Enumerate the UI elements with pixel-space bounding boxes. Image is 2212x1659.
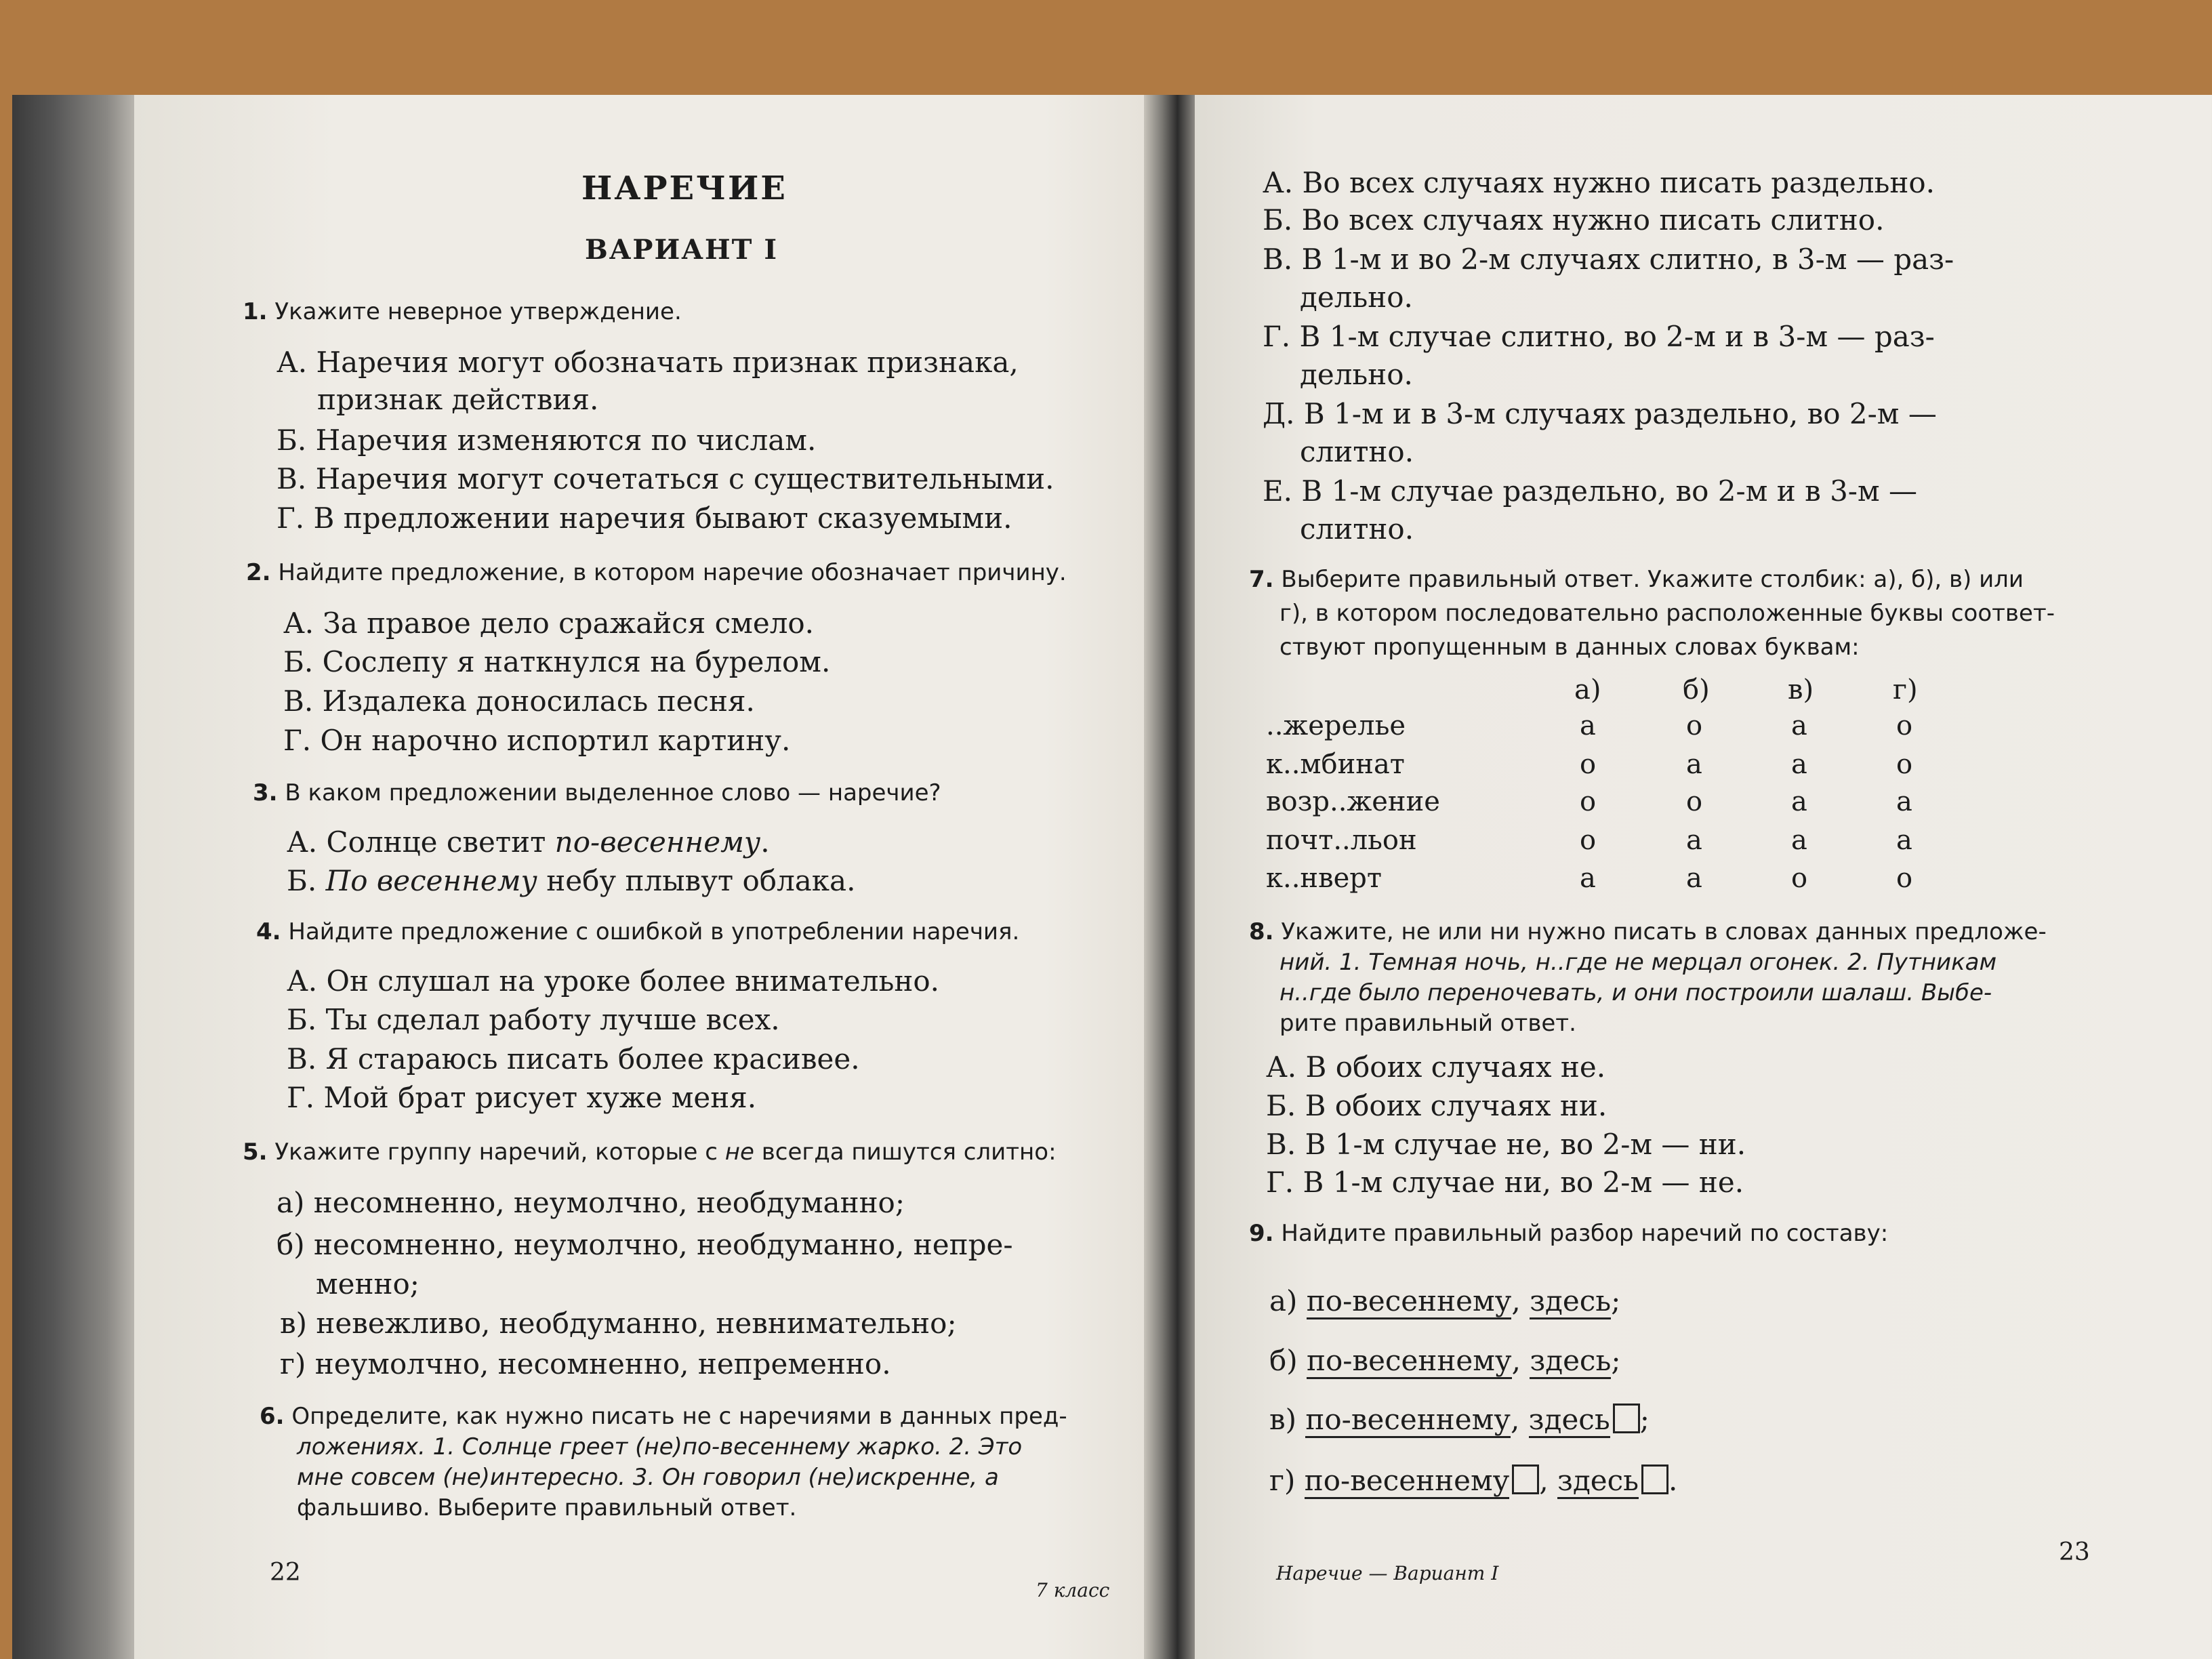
table-column-header: г) [1893,674,1918,705]
answer-option: Г. В предложении наречия бывают сказуемыми. [276,501,1012,535]
question-number: 3. [253,779,278,806]
morpheme-option-v: в) по-весеннему, здесь ; [1269,1403,1650,1436]
question-9 [1249,1220,1888,1247]
question-5 [243,1139,1057,1166]
answer-option: слитно. [1300,435,1414,468]
question-number: 8. [1249,918,1274,945]
option-label: г) [1269,1464,1296,1497]
answer-option: В. Издалека доносилась песня. [283,684,755,718]
option-text: А. Солнце светит [287,825,555,859]
answer-option-a [287,825,770,859]
answer-option: слитно. [1300,512,1414,546]
null-ending-box [1641,1465,1668,1494]
right-page [1195,95,2211,1659]
punctuation: ; [1611,1344,1621,1377]
table-cell: о [1896,749,1913,780]
table-cell: а [1791,786,1807,817]
table-cell: а [1791,710,1807,741]
question-text: рите правильный ответ. [1279,1010,1576,1037]
answer-option: Г. В 1-м случае ни, во 2-м — не. [1266,1166,1744,1199]
morpheme-option-g: г) по-весеннему , здесь . [1269,1464,1677,1497]
answer-option: Б. Ты сделал работу лучше всех. [287,1003,780,1036]
parsed-word: здесь [1530,1344,1611,1379]
question-number: 4. [256,918,281,945]
answer-option: А. Он слушал на уроке более внимательно. [287,964,939,998]
punctuation: ; [1639,1403,1650,1436]
answer-option: В. Я стараюсь писать более красивее. [287,1042,860,1076]
page-footer: Наречие — Вариант I [1276,1562,1499,1584]
answer-option: Г. Мой брат рисует хуже меня. [287,1081,757,1114]
question-number: 2. [246,559,271,586]
left-page [134,95,1144,1659]
answer-option: г) неумолчно, несомненно, непременно. [280,1347,891,1380]
question-text: Укажите группу наречий, которые с [274,1139,725,1166]
punctuation: ; [1611,1284,1621,1317]
table-column-header: б) [1683,674,1710,705]
page-footer: 7 класс [1036,1579,1110,1601]
question-text: Определите, как нужно писать не с наречиями в данных пред- [291,1403,1067,1430]
option-label: б) [1269,1344,1298,1377]
parsed-word: здесь [1557,1464,1639,1499]
answer-option: признак действия. [317,383,599,416]
answer-option: Г. Он нарочно испортил картину. [283,724,791,757]
question-number: 1. [243,298,268,325]
table-cell: а [1580,863,1596,894]
parsed-word: по-весеннему [1307,1284,1512,1319]
question-text: всегда пишутся слитно: [754,1139,1057,1166]
table-cell: а [1896,825,1912,856]
answer-option: В. В 1-м случае не, во 2-м — ни. [1266,1128,1746,1161]
table-row-word: ..жерелье [1266,710,1406,741]
table-cell: о [1580,825,1597,856]
question-number: 7. [1249,566,1274,593]
question-number: 6. [260,1403,285,1430]
highlighted-word: По весеннему [325,864,537,897]
table-cell: а [1791,825,1807,856]
answer-option: Б. Наречия изменяются по числам. [276,424,817,457]
answer-option: В. В 1-м и во 2-м случаях слитно, в 3-м — раз- [1263,243,1954,276]
highlighted-word: по-весеннему [554,825,761,859]
answer-option: Г. В 1-м случае слитно, во 2-м и в 3-м — раз- [1263,320,1935,353]
question-text: Найдите предложение с ошибкой в употреблении наречия. [288,918,1020,945]
question-3 [253,779,941,806]
table-cell: о [1580,786,1597,817]
question-emphasis: не [724,1139,754,1166]
question-text: ствуют пропущенным в данных словах буквам: [1279,634,1860,661]
option-text: . [760,825,770,859]
table-cell: а [1580,710,1596,741]
question-text: Найдите правильный разбор наречий по составу: [1281,1220,1889,1247]
table-column-header: в) [1788,674,1814,705]
table-cell: о [1791,863,1808,894]
page-number: 23 [2059,1538,2090,1566]
table-cell: о [1580,749,1597,780]
table-row-word: возр..жение [1266,786,1440,817]
question-text: фальшиво. Выберите правильный ответ. [297,1494,797,1521]
question-text: мне совсем (не)интересно. 3. Он говорил (не)искренне, а [297,1464,999,1491]
question-text: Укажите неверное утверждение. [274,298,682,325]
variant-heading: ВАРИАНТ I [585,234,779,266]
table-cell: о [1686,786,1703,817]
answer-option: менно; [316,1267,419,1300]
answer-option: А. Наречия могут обозначать признак признака, [276,346,1019,379]
question-4 [256,918,1019,945]
question-6 [260,1403,1067,1430]
answer-option: Б. Сослепу я наткнулся на бурелом. [283,645,831,678]
table-cell: о [1896,863,1913,894]
option-text: Б. [287,864,326,897]
answer-option: дельно. [1300,281,1413,314]
table-row-word: почт..льон [1266,825,1417,856]
null-ending-box [1613,1404,1640,1433]
option-label: в) [1269,1403,1297,1436]
answer-option: А. Во всех случаях нужно писать раздельно. [1263,166,1936,199]
question-8 [1249,918,2047,945]
table-cell: а [1791,749,1807,780]
answer-option: А. За правое дело сражайся смело. [283,607,815,640]
question-text: Укажите, не или ни нужно писать в словах данных предложе- [1281,918,2047,945]
answer-option-b [287,864,855,897]
question-1 [243,298,682,325]
question-number: 9. [1249,1220,1274,1247]
answer-option: дельно. [1300,358,1413,391]
answer-option: б) несомненно, неумолчно, необдуманно, непре- [276,1228,1013,1261]
table-cell: а [1686,749,1702,780]
question-text: ложениях. 1. Солнце греет (не)по-весеннему жарко. 2. Это [297,1433,1023,1460]
table-cell: а [1686,825,1702,856]
question-7 [1249,566,2024,593]
table-cell: о [1896,710,1913,741]
answer-option: А. В обоих случаях не. [1266,1050,1606,1084]
table-column-header: а) [1574,674,1601,705]
answer-option: Б. Во всех случаях нужно писать слитно. [1263,203,1885,237]
table-cell: а [1686,863,1702,894]
parsed-word: здесь [1529,1403,1610,1438]
parsed-word: по-весеннему [1307,1344,1512,1379]
question-2 [246,559,1067,586]
table-row-word: к..мбинат [1266,749,1405,780]
option-label: а) [1269,1284,1298,1317]
question-text: ний. 1. Темная ночь, н..где не мерцал огонек. 2. Путникам [1279,949,1997,976]
answer-option: а) несомненно, неумолчно, необдуманно; [276,1186,905,1219]
textbook-spread [12,95,2212,1659]
question-text: В каком предложении выделенное слово — наречие? [285,779,941,806]
answer-option: Б. В обоих случаях ни. [1266,1089,1607,1122]
parsed-word: по-весеннему [1305,1403,1511,1438]
parsed-word: здесь [1530,1284,1611,1319]
question-text: н..где было переночевать, и они построили шалаш. Выбе- [1279,979,1992,1006]
answer-option: в) невежливо, необдуманно, невнимательно; [280,1307,957,1340]
table-cell: а [1896,786,1912,817]
question-number: 5. [243,1139,268,1166]
parsed-word: по-весеннему [1305,1464,1510,1499]
punctuation: . [1668,1464,1678,1497]
question-text: Найдите предложение, в котором наречие обозначает причину. [278,559,1067,586]
option-text: небу плывут облака. [537,864,856,897]
page-title: НАРЕЧИЕ [581,169,787,207]
table-cell: о [1686,710,1703,741]
table-row-word: к..нверт [1266,863,1382,894]
page-shadow-edge [12,95,148,1659]
answer-option: Е. В 1-м случае раздельно, во 2-м и в 3-м — [1263,474,1917,508]
question-text: Выберите правильный ответ. Укажите столбик: а), б), в) или [1281,566,2024,593]
morpheme-option-b: б) по-весеннему, здесь; [1269,1344,1620,1377]
morpheme-option-a: а) по-весеннему, здесь; [1269,1284,1620,1317]
question-text: г), в котором последовательно расположенные буквы соответ- [1279,600,2055,627]
page-number: 22 [270,1559,301,1586]
null-ending-box [1512,1465,1539,1494]
answer-option: В. Наречия могут сочетаться с существительными. [276,462,1054,495]
answer-option: Д. В 1-м и в 3-м случаях раздельно, во 2-м — [1263,397,1937,430]
